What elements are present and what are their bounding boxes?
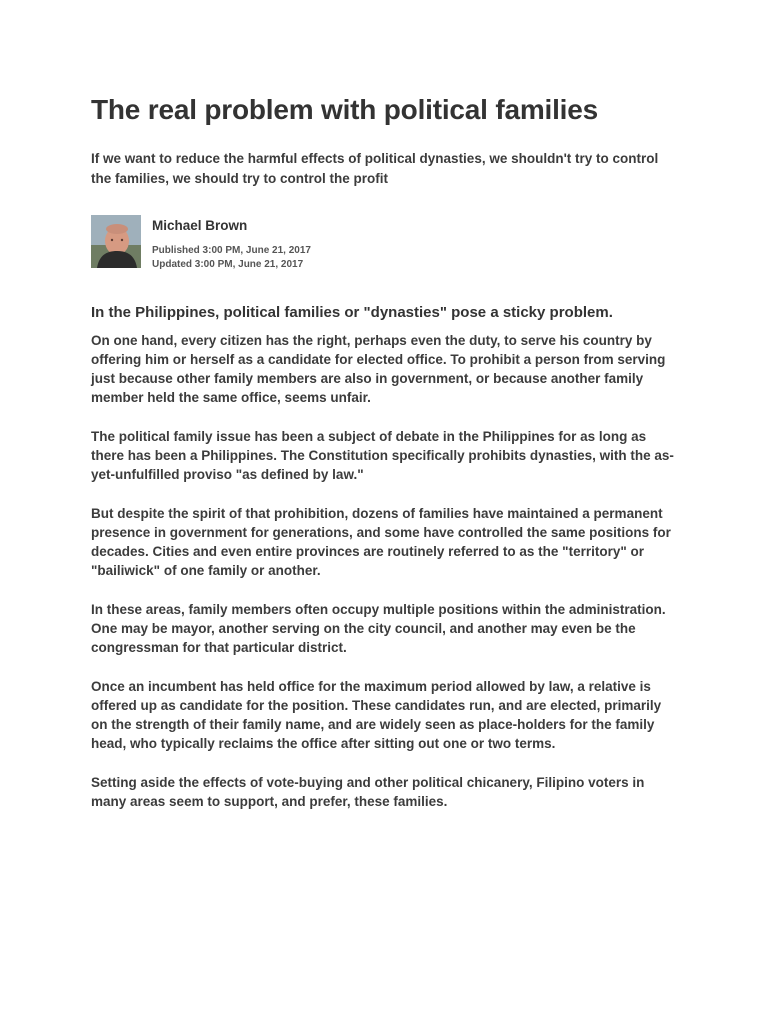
byline [91, 215, 681, 272]
author-avatar[interactable] [91, 215, 141, 268]
article-subtitle: If we want to reduce the harmful effects of political dynasties, we shouldn't try to control the families, we should try to control the profit [91, 151, 659, 186]
published-date: Published 3:00 PM, June 21, 2017 [152, 245, 311, 256]
article-lead: In the Philippines, political families or "dynasties" pose a sticky problem. [91, 304, 613, 321]
paragraph: In these areas, family members often occupy multiple positions within the administration. One may be mayor, another serving on the city council, and another may even be the congressman for that particular district. [91, 602, 666, 655]
author-photo-icon [91, 215, 141, 268]
paragraph: On one hand, every citizen has the right, perhaps even the duty, to serve his country by offering him or herself as a candidate for elected office. To prohibit a person from serving just because other family members are also in government, or because another family member held the same office, seems unfair. [91, 333, 666, 405]
paragraph: Once an incumbent has held office for the maximum period allowed by law, a relative is offered up as candidate for the position. These candidates run, and are elected, primarily on the strength of their family name, and are widely seen as place-holders for the family head, who typically reclaims the office after sitting out one or two terms. [91, 679, 662, 751]
author-name[interactable]: Michael Brown [152, 218, 248, 233]
byline-meta [152, 215, 311, 272]
article [91, 90, 681, 831]
paragraph: But despite the spirit of that prohibition, dozens of families have maintained a permanent presence in government for generations, and some have controlled the same positions for decades. Cities and even entire provinces are routinely referred to as the "territory" or "bailiwick" of one family or another. [91, 506, 671, 578]
paragraph: Setting aside the effects of vote-buying and other political chicanery, Filipino voters in many areas seem to support, and prefer, these families. [91, 775, 645, 809]
updated-date: Updated 3:00 PM, June 21, 2017 [152, 259, 304, 270]
paragraph: The political family issue has been a subject of debate in the Philippines for as long as there has been a Philippines. The Constitution specifically prohibits dynasties, with the as-yet-unfulfilled proviso "as defined by law." [91, 429, 674, 482]
article-title: The real problem with political families [91, 94, 599, 125]
